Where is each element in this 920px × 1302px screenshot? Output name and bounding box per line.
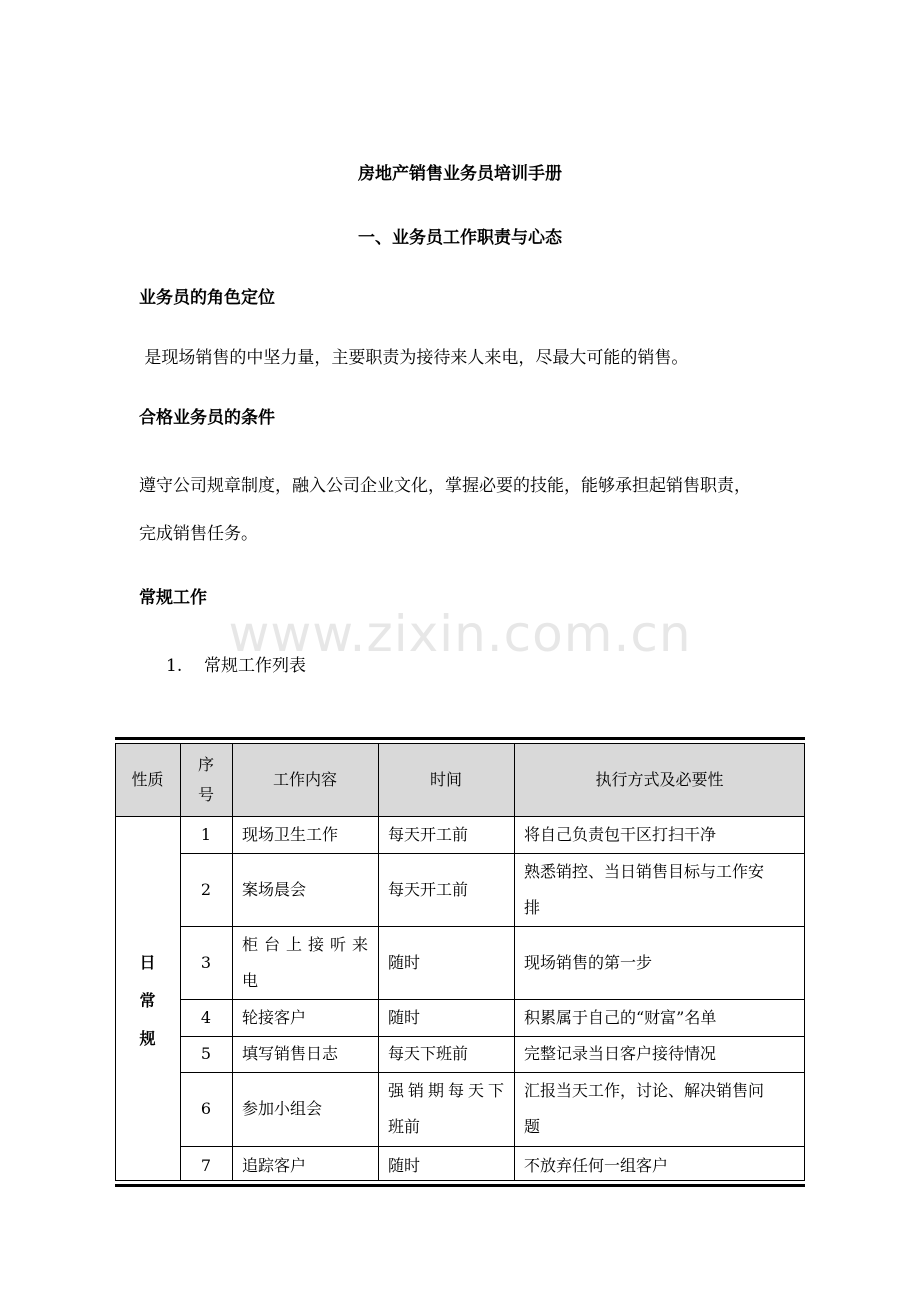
grid-line xyxy=(378,744,379,1180)
row6-time: 强销期每天下 班前 xyxy=(388,1081,504,1136)
row7-time: 随时 xyxy=(388,1155,421,1175)
grid-line xyxy=(232,744,233,1180)
grid-line xyxy=(115,816,805,817)
grid-line xyxy=(804,744,805,1180)
grid-line xyxy=(514,744,515,1180)
grid-line xyxy=(180,853,805,854)
row6-seq: 6 xyxy=(200,1099,212,1118)
header-seq: 序 号 xyxy=(180,744,232,816)
row6-method: 汇报当天工作，讨论、解决销售问 题 xyxy=(524,1081,765,1136)
row7-seq: 7 xyxy=(200,1155,212,1175)
routine-heading: 常规工作 xyxy=(139,588,207,608)
watermark: www.zixin.com.cn xyxy=(228,605,692,663)
row4-time: 随时 xyxy=(388,1007,421,1027)
grid-line xyxy=(180,1146,805,1147)
row7-content: 追踪客户 xyxy=(242,1155,307,1175)
table-body xyxy=(115,743,805,1181)
grid-line xyxy=(180,744,181,1180)
row3-method: 现场销售的第一步 xyxy=(524,952,653,972)
qualified-heading: 合格业务员的条件 xyxy=(139,408,275,428)
row2-seq: 2 xyxy=(200,879,212,899)
row5-time: 每天下班前 xyxy=(388,1044,469,1063)
qualified-text-line1: 遵守公司规章制度，融入公司企业文化，掌握必要的技能，能够承担起销售职责， xyxy=(139,476,751,496)
header-method: 执行方式及必要性 xyxy=(514,744,805,816)
row4-content: 轮接客户 xyxy=(242,1007,307,1027)
header-content: 工作内容 xyxy=(232,744,378,816)
routine-work-table xyxy=(115,737,805,1187)
document-title: 房地产销售业务员培训手册 xyxy=(358,164,562,184)
list-label: 常规工作列表 xyxy=(204,656,306,676)
row2-content: 案场晨会 xyxy=(242,879,307,899)
grid-line xyxy=(115,744,116,1180)
qualified-text-line2: 完成销售任务。 xyxy=(139,524,258,544)
grid-line xyxy=(180,1036,805,1037)
row1-seq: 1 xyxy=(200,824,212,844)
list-item xyxy=(166,654,306,678)
row2-method: 熟悉销控、当日销售目标与工作安 排 xyxy=(524,861,765,917)
list-number: 1. xyxy=(166,656,183,676)
row1-content: 现场卫生工作 xyxy=(242,824,339,844)
row2-time: 每天开工前 xyxy=(388,879,469,899)
row4-seq: 4 xyxy=(200,1007,212,1027)
group-label-daily: 日 常 规 xyxy=(139,952,156,1048)
grid-line xyxy=(180,999,805,1000)
grid-line xyxy=(180,926,805,927)
row3-content: 柜台上接听来 电 xyxy=(242,934,368,990)
role-text: 是现场销售的中坚力量，主要职责为接待来人来电，尽最大可能的销售。 xyxy=(139,348,689,368)
role-heading: 业务员的角色定位 xyxy=(139,288,275,308)
header-nature: 性质 xyxy=(115,744,180,816)
section-title: 一、业务员工作职责与心态 xyxy=(358,228,562,248)
row3-time: 随时 xyxy=(388,952,421,972)
row5-method: 完整记录当日客户接待情况 xyxy=(524,1044,717,1063)
row4-method: 积累属于自己的“财富”名单 xyxy=(524,1007,717,1027)
header-time: 时间 xyxy=(378,744,514,816)
row1-time: 每天开工前 xyxy=(388,824,469,844)
row5-seq: 5 xyxy=(200,1044,212,1063)
row1-method: 将自己负责包干区打扫干净 xyxy=(524,824,717,844)
row7-method: 不放弃任何一组客户 xyxy=(524,1155,669,1175)
grid-line xyxy=(180,1072,805,1073)
row6-content: 参加小组会 xyxy=(242,1099,323,1118)
row3-seq: 3 xyxy=(200,952,212,972)
row5-content: 填写销售日志 xyxy=(242,1044,339,1063)
